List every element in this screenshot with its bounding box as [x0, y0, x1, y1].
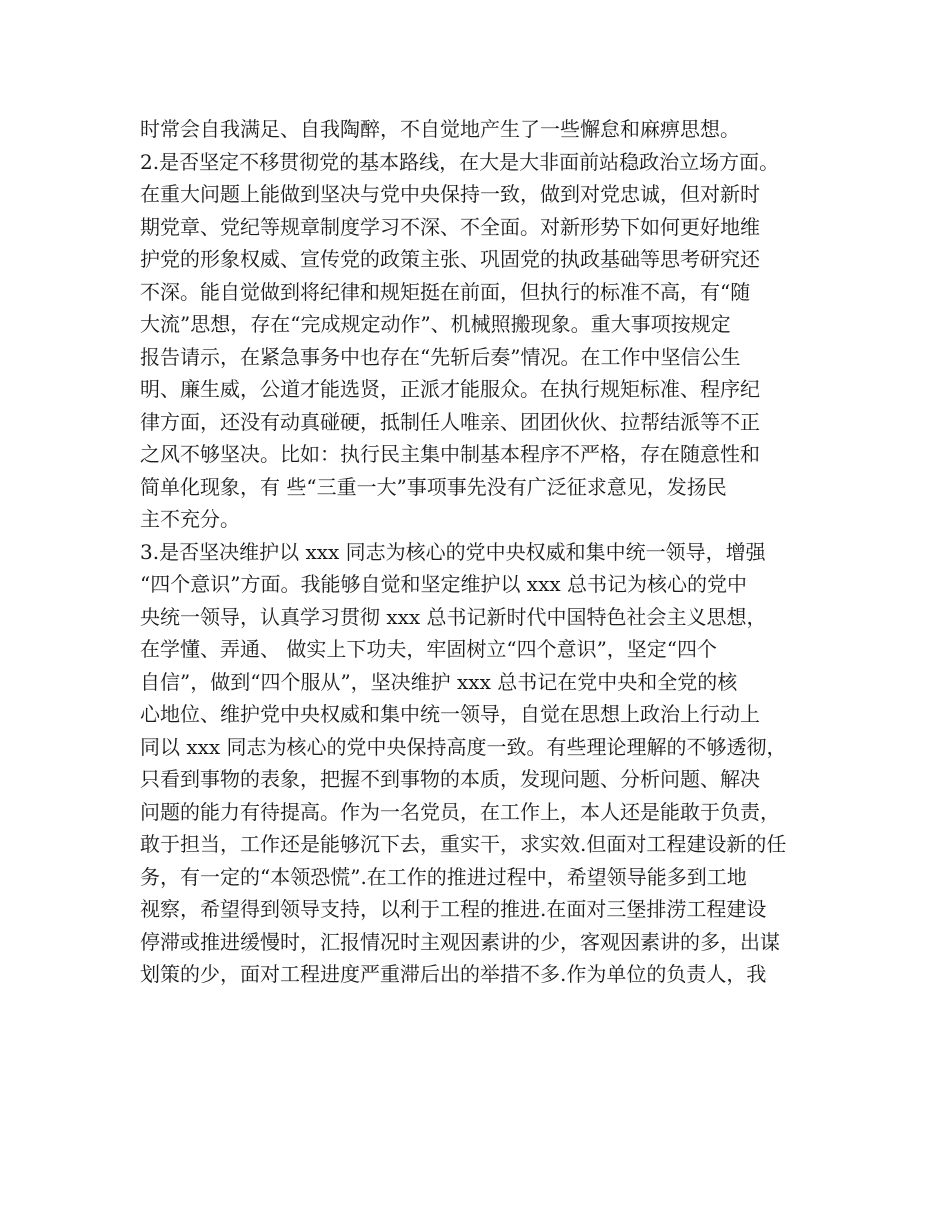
text-line: 期党章、党纪等规章制度学习不深、不全面。对新形势下如何更好地维	[140, 214, 760, 239]
text-line: 在重大问题上能做到坚决与党中央保持一致，做到对党忠诚，但对新时	[140, 182, 760, 206]
text-line: 大流”思想，存在“完成规定动作”、机械照搬现象。重大事项按规定	[140, 312, 731, 336]
body-text	[140, 113, 840, 991]
text-line: 不深。能自觉做到将纪律和规矩挺在前面，但执行的标准不高，有“随	[140, 279, 751, 304]
text-line: 同以 xxx 同志为核心的党中央保持高度一致。有些理论理解的不够透彻，	[140, 734, 787, 759]
text-line: 在学懂、弄通、 做实上下功夫，牢固树立“四个意识”，坚定“四个	[140, 637, 718, 661]
text-line: 问题的能力有待提高。作为一名党员，在工作上，本人还是能敢于负责，	[140, 799, 780, 824]
text-line: 央统一领导，认真学习贯彻 xxx 总书记新时代中国特色社会主义思想，	[140, 604, 767, 629]
text-line: “四个意识”方面。我能够自觉和坚定维护以 xxx 总书记为核心的党中	[140, 572, 748, 596]
text-line: 敢于担当，工作还是能够沉下去，重实干，求实效.但面对工程建设新的任	[140, 832, 787, 856]
text-line: 2.是否坚定不移贯彻党的基本路线，在大是大非面前站稳政治立场方面。	[140, 149, 780, 174]
text-line: 时常会自我满足、自我陶醉，不自觉地产生了一些懈怠和麻痹思想。	[140, 117, 740, 141]
text-line: 只看到事物的表象，把握不到事物的本质，发现问题、分析问题、解决	[140, 767, 760, 791]
text-line: 视察，希望得到领导支持，以利于工程的推进.在面对三堡排涝工程建设	[140, 897, 767, 921]
text-line: 主不充分。	[140, 507, 240, 531]
text-line: 明、廉生威，公道才能选贤，正派才能服众。在执行规矩标准、程序纪	[140, 377, 760, 401]
text-line: 报告请示，在紧急事务中也存在“先斩后奏”情况。在工作中坚信公生	[140, 344, 741, 369]
text-line: 划策的少，面对工程进度严重滞后出的举措不多.作为单位的负责人，我	[140, 962, 767, 986]
text-line: 律方面，还没有动真碰硬，抵制任人唯亲、团团伙伙、拉帮结派等不正	[140, 409, 760, 434]
text-line: 务，有一定的“本领恐慌”.在工作的推进过程中，希望领导能多到工地	[140, 864, 747, 889]
text-line: 停滞或推进缓慢时，汇报情况时主观因素讲的少，客观因素讲的多，出谋	[140, 929, 780, 954]
text-line: 之风不够坚决。比如：执行民主集中制基本程序不严格，存在随意性和	[140, 442, 760, 466]
text-line: 简单化现象，有 些“三重一大”事项事先没有广泛征求意见，发扬民	[140, 474, 727, 499]
text-line: 3.是否坚决维护以 xxx 同志为核心的党中央权威和集中统一领导，增强	[140, 539, 766, 564]
text-line: 心地位、维护党中央权威和集中统一领导，自觉在思想上政治上行动上	[140, 702, 760, 726]
text-line: 自信”，做到“四个服从”，坚决维护 xxx 总书记在党中央和全党的核	[140, 669, 738, 694]
text-line: 护党的形象权威、宣传党的政策主张、巩固党的执政基础等思考研究还	[140, 247, 760, 271]
